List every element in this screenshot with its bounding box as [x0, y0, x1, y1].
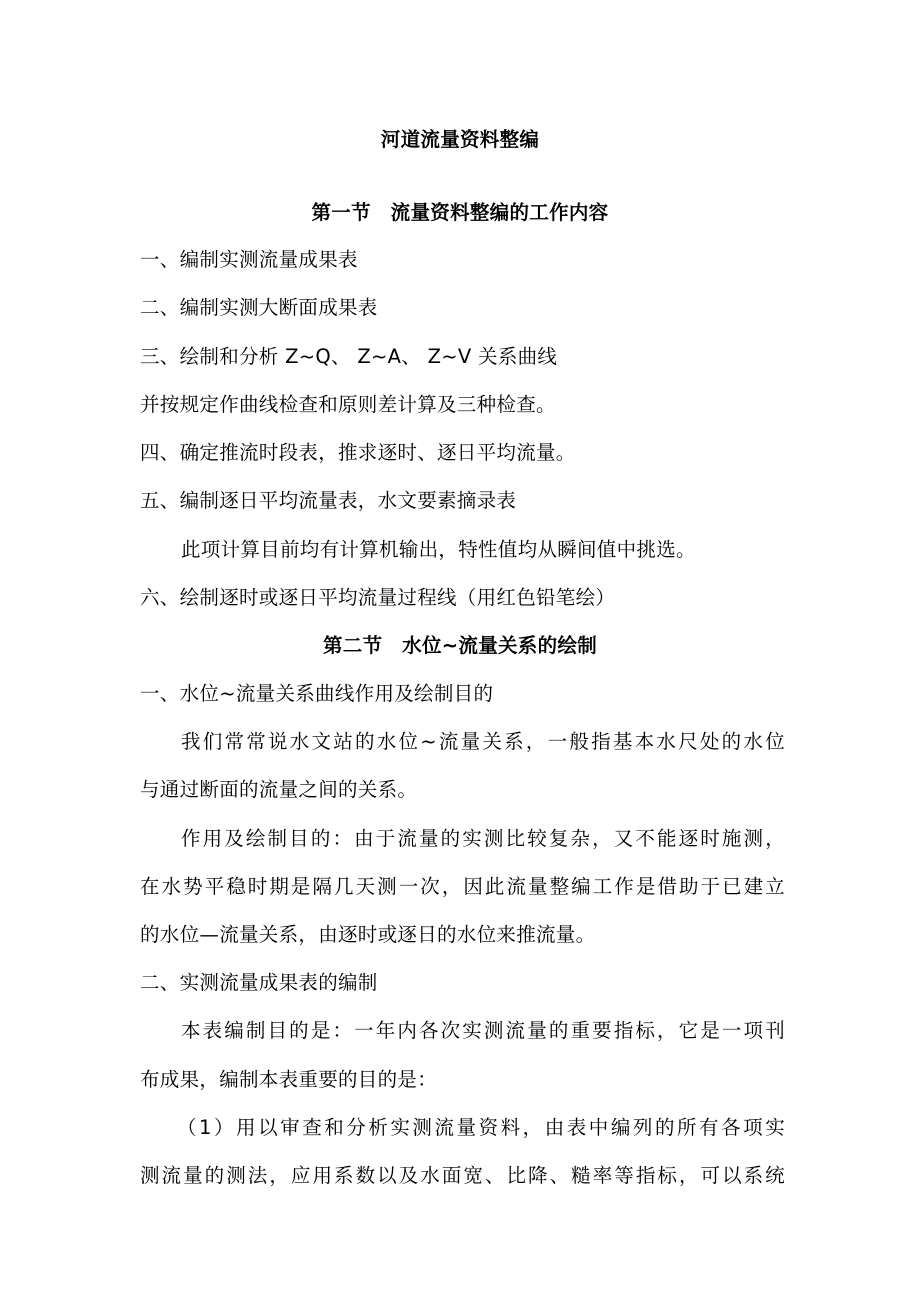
paragraph-line: 作用及绘制目的：由于流量的实测比较复杂，又不能逐时施测，	[181, 827, 785, 850]
paragraph-line: 的水位—流量关系，由逐时或逐日的水位来推流量。	[140, 923, 596, 946]
paragraph-line: （1）用以审查和分析实测流量资料，由表中编列的所有各项实	[177, 1116, 785, 1139]
list-item: 并按规定作曲线检查和原则差计算及三种检查。	[140, 393, 556, 416]
paragraph-line: 本表编制目的是：一年内各次实测流量的重要指标，它是一项刊	[181, 1019, 785, 1042]
subheading: 一、水位~流量关系曲线作用及绘制目的	[140, 682, 494, 705]
section-heading: 第一节 流量资料整编的工作内容	[311, 201, 609, 224]
paragraph-line: 在水势平稳时期是隔几天测一次，因此流量整编工作是借助于已建立	[140, 875, 785, 898]
paragraph-line: 布成果，编制本表重要的目的是：	[140, 1068, 438, 1091]
list-item: 六、绘制逐时或逐日平均流量过程线（用红色铅笔绘）	[140, 586, 616, 609]
list-item: 此项计算目前均有计算机输出，特性值均从瞬间值中挑选。	[181, 538, 696, 561]
list-item: 一、编制实测流量成果表	[140, 248, 358, 271]
list-item: 四、确定推流时段表，推求逐时、逐日平均流量。	[140, 441, 576, 464]
subheading: 二、实测流量成果表的编制	[140, 971, 378, 994]
paragraph-line: 与通过断面的流量之间的关系。	[140, 778, 418, 801]
paragraph-line: 我们常常说水文站的水位~流量关系，一般指基本水尺处的水位	[181, 730, 785, 753]
section-heading: 第二节 水位~流量关系的绘制	[322, 634, 598, 657]
document-title: 河道流量资料整编	[380, 128, 540, 151]
list-item: 五、编制逐日平均流量表，水文要素摘录表	[140, 489, 517, 512]
list-item: 三、绘制和分析 Z~Q、 Z~A、 Z~V 关系曲线	[140, 345, 558, 368]
paragraph-line: 测流量的测法，应用系数以及水面宽、比降、糙率等指标，可以系统	[140, 1164, 785, 1187]
list-item: 二、编制实测大断面成果表	[140, 296, 378, 319]
